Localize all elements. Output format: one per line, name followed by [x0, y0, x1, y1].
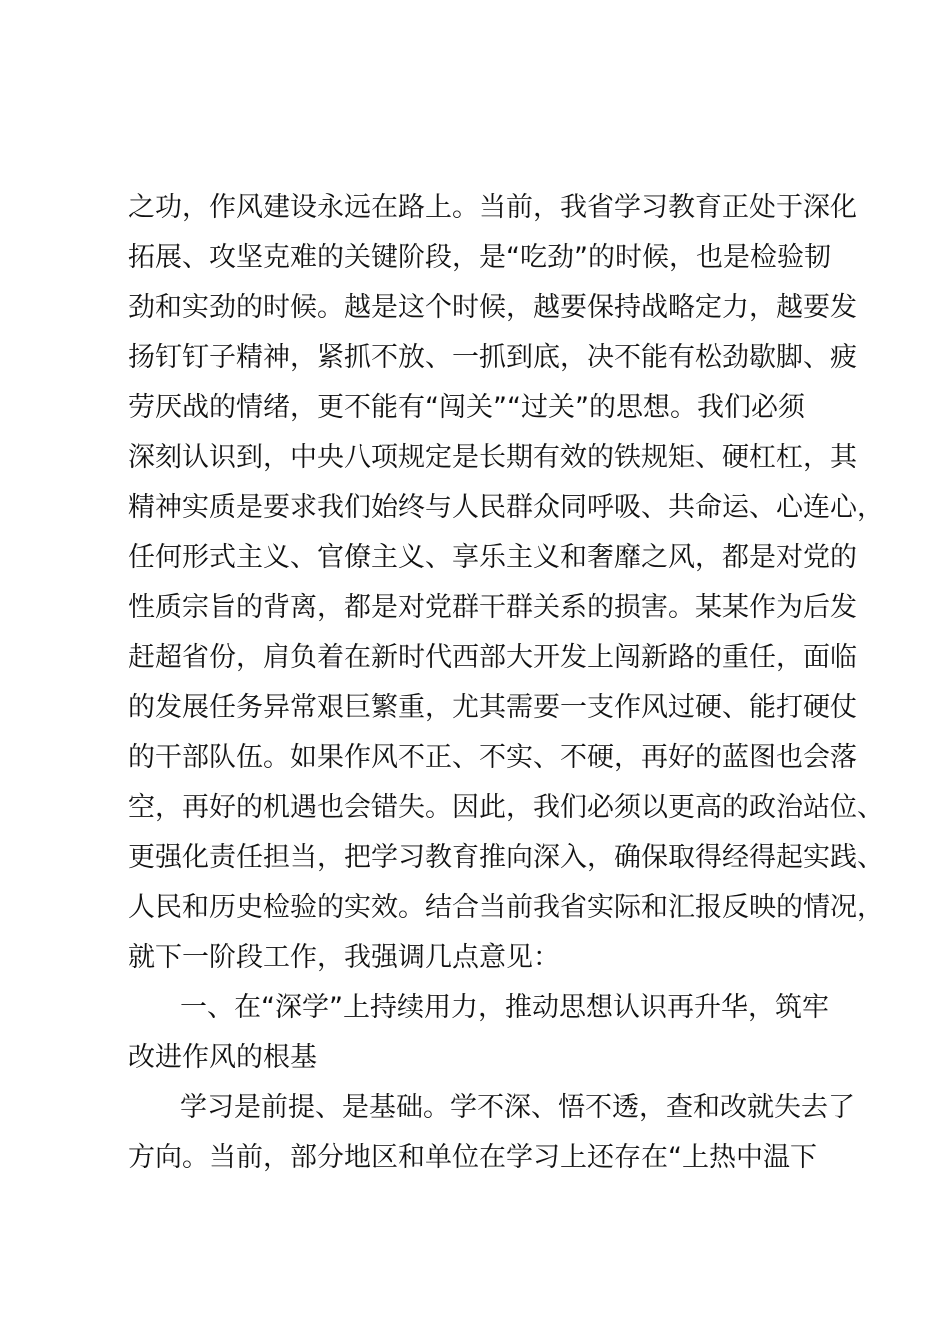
body-line: 赶超省份，肩负着在新时代西部大开发上闯新路的重任，面临 — [128, 642, 857, 673]
body-line: 劳厌战的情绪，更不能有“闯关”“过关”的思想。我们必须 — [128, 392, 805, 423]
body-line: 精神实质是要求我们始终与人民群众同呼吸、共命运、心连心， — [128, 492, 884, 523]
body-line: 的干部队伍。如果作风不正、不实、不硬，再好的蓝图也会落 — [128, 742, 857, 773]
body-line: 学习是前提、是基础。学不深、悟不透，查和改就失去了 — [180, 1092, 855, 1123]
section-heading-line: 一、在“深学”上持续用力，推动思想认识再升华，筑牢 — [180, 992, 829, 1023]
body-line: 人民和历史检验的实效。结合当前我省实际和汇报反映的情况， — [128, 892, 884, 923]
document-body-text — [128, 183, 884, 1183]
body-line: 就下一阶段工作，我强调几点意见： — [128, 942, 560, 973]
body-line: 之功，作风建设永远在路上。当前，我省学习教育正处于深化 — [128, 192, 857, 223]
body-line: 性质宗旨的背离，都是对党群干群关系的损害。某某作为后发 — [128, 592, 857, 623]
body-line: 更强化责任担当，把学习教育推向深入，确保取得经得起实践、 — [128, 842, 884, 873]
body-line: 劲和实劲的时候。越是这个时候，越要保持战略定力，越要发 — [128, 292, 857, 323]
section-heading-line: 改进作风的根基 — [128, 1042, 317, 1073]
body-line: 深刻认识到，中央八项规定是长期有效的铁规矩、硬杠杠，其 — [128, 442, 857, 473]
body-line: 方向。当前，部分地区和单位在学习上还存在“上热中温下 — [128, 1142, 817, 1173]
body-line: 空，再好的机遇也会错失。因此，我们必须以更高的政治站位、 — [128, 792, 884, 823]
body-line: 的发展任务异常艰巨繁重，尤其需要一支作风过硬、能打硬仗 — [128, 692, 857, 723]
body-line: 任何形式主义、官僚主义、享乐主义和奢靡之风，都是对党的 — [128, 542, 857, 573]
body-line: 拓展、攻坚克难的关键阶段，是“吃劲”的时候，也是检验韧 — [128, 242, 831, 273]
body-line: 扬钉钉子精神，紧抓不放、一抓到底，决不能有松劲歇脚、疲 — [128, 342, 857, 373]
